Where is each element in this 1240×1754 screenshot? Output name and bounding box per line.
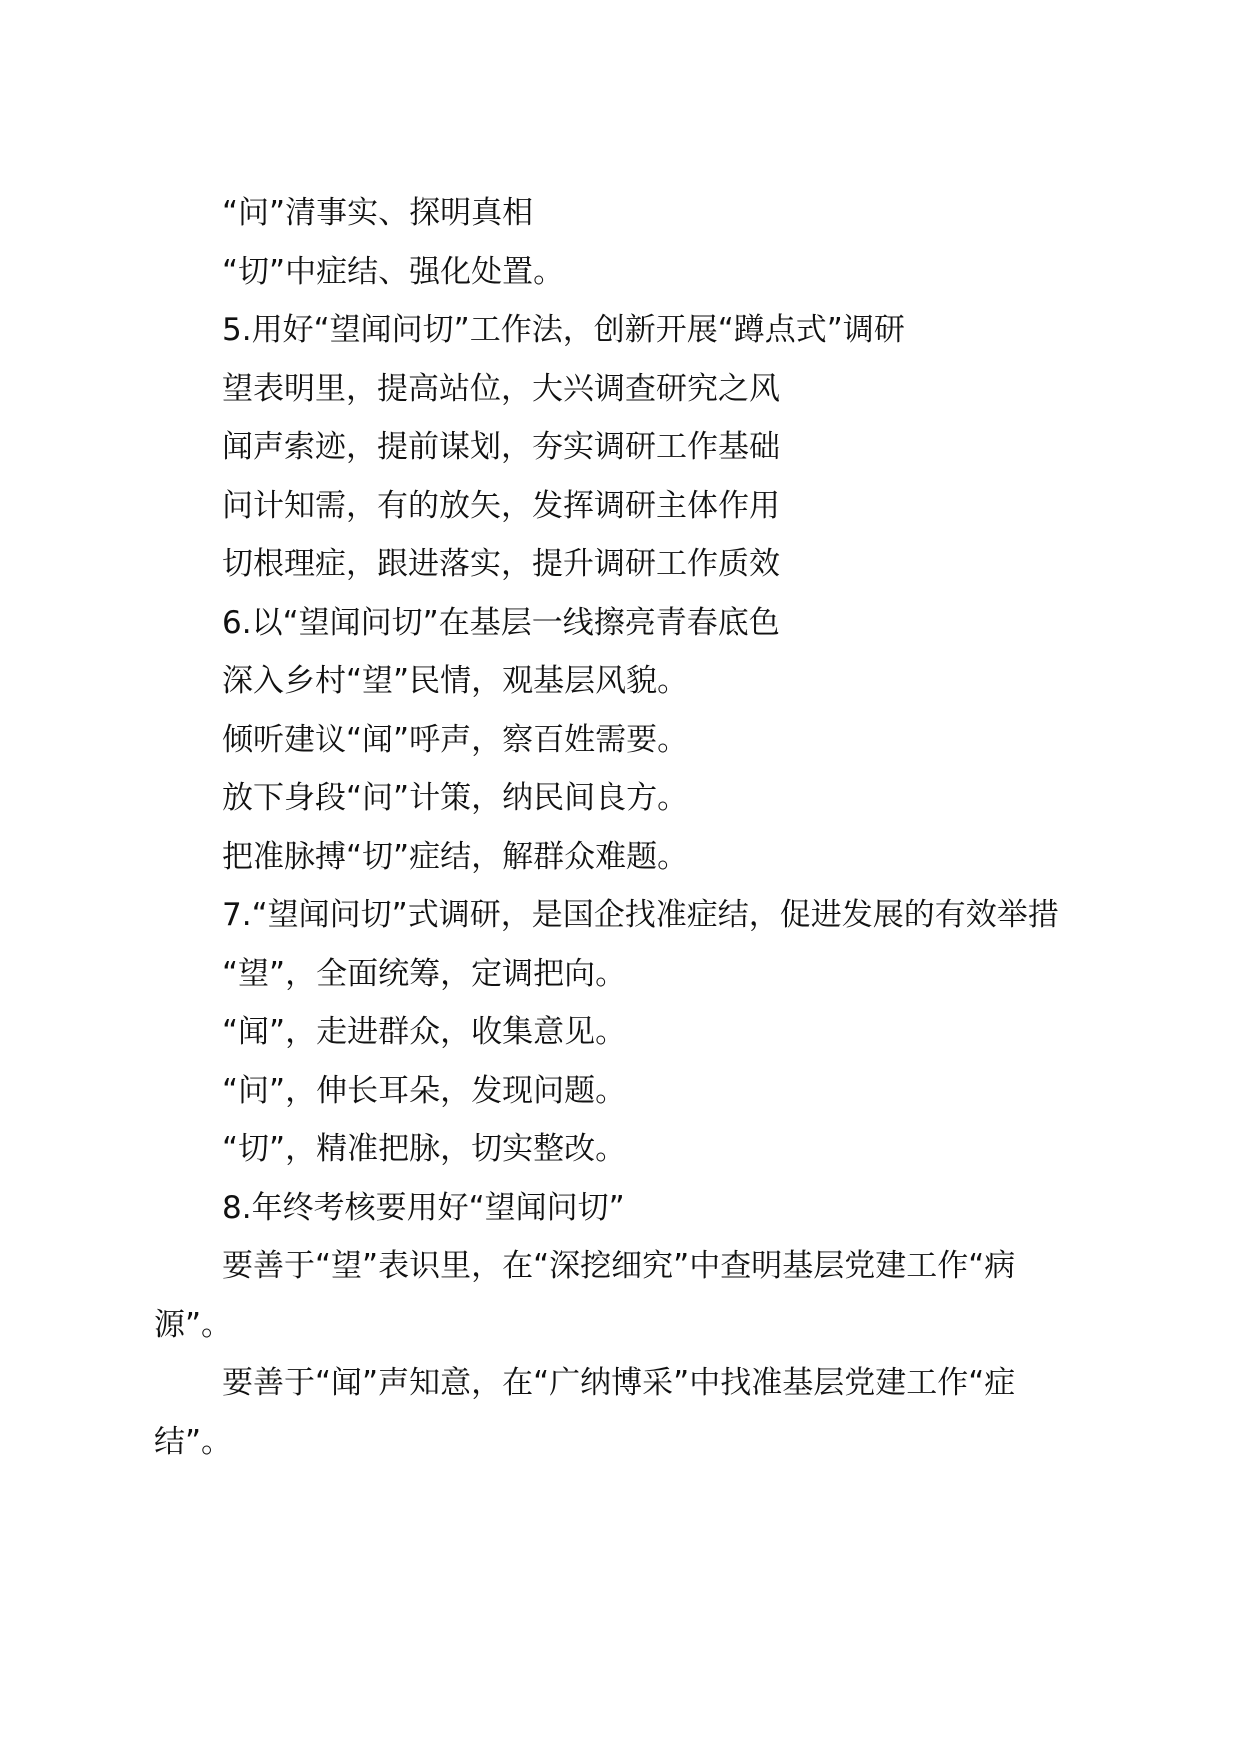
document-body [154, 184, 1084, 1471]
paragraph: “闻”，走进群众，收集意见。 [222, 1014, 627, 1050]
paragraph: 望表明里，提高站位，大兴调查研究之风 [222, 370, 780, 407]
section-heading: 5.用好“望闻问切”工作法，创新开展“蹲点式”调研 [222, 312, 905, 348]
paragraph: “切”中症结、强化处置。 [222, 253, 565, 290]
paragraph: 深入乡村“望”民情，观基层风貌。 [222, 663, 689, 699]
section-heading: 6.以“望闻问切”在基层一线擦亮青春底色 [222, 604, 780, 641]
paragraph: “切”，精准把脉，切实整改。 [222, 1131, 627, 1167]
paragraph: 闻声索迹，提前谋划，夯实调研工作基础 [222, 429, 780, 465]
paragraph: “问”清事实、探明真相 [222, 195, 534, 231]
paragraph: 要善于“望”表识里，在“深挖细究”中查明基层党建工作“病源”。 [154, 1248, 1016, 1343]
paragraph: 把准脉搏“切”症结，解群众难题。 [222, 838, 689, 875]
paragraph: 倾听建议“闻”呼声，察百姓需要。 [222, 721, 689, 758]
paragraph: 问计知需，有的放矢，发挥调研主体作用 [222, 487, 780, 524]
section-heading: 8.年终考核要用好“望闻问切” [222, 1189, 625, 1226]
paragraph: “望”，全面统筹，定调把向。 [222, 955, 627, 992]
paragraph: 放下身段“问”计策，纳民间良方。 [222, 780, 689, 816]
section-heading: 7.“望闻问切”式调研，是国企找准症结，促进发展的有效举措 [222, 897, 1059, 933]
paragraph: “问”，伸长耳朵，发现问题。 [222, 1072, 627, 1109]
paragraph: 要善于“闻”声知意，在“广纳博采”中找准基层党建工作“症结”。 [154, 1365, 1016, 1460]
paragraph: 切根理症，跟进落实，提升调研工作质效 [222, 546, 780, 582]
